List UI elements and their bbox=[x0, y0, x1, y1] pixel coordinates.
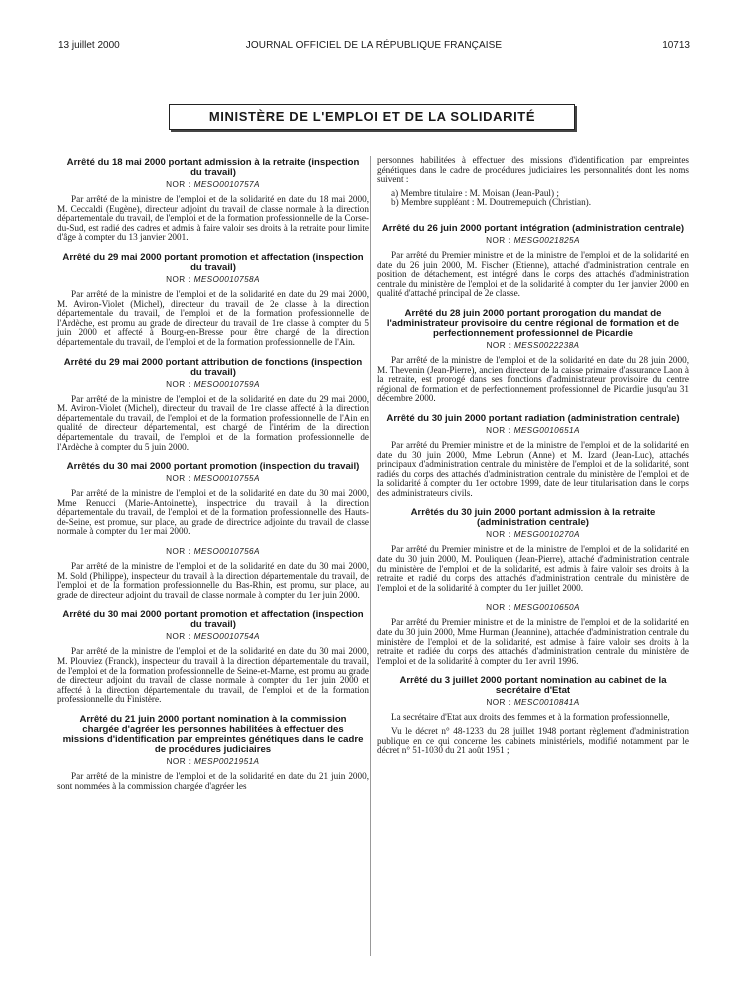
arrete-title: Arrêté du 29 mai 2000 portant attribution de fonctions (inspection du travail) bbox=[63, 356, 363, 378]
arrete-item bbox=[377, 676, 689, 755]
nor-label: NOR : bbox=[486, 603, 511, 613]
nor-reference bbox=[377, 426, 689, 435]
nor-code: MESG0021825A bbox=[513, 235, 580, 245]
arrete-text: Par arrêté du Premier ministre et de la ministre de l'emploi et de la solidarité en date du 30 juin 2000, M. Pouliquen (Jean-Pierre), attaché d'administration centrale du ministère de l'emploi et de la solidarité, est admis à faire valoir ses droits à la retraite et radié du corps des attachés d'administration centrale du ministère de l'emploi et de la solidarité à compter du 1er juillet 2000. bbox=[377, 544, 689, 593]
nor-code: MESC0010841A bbox=[513, 698, 580, 708]
arrete-item bbox=[377, 156, 689, 208]
nor-code: MESG0010650A bbox=[513, 603, 580, 613]
nor-label: NOR : bbox=[166, 474, 191, 484]
nor-reference bbox=[57, 757, 369, 766]
member-substitute: b) Membre suppléant : M. Doutremepuich (Christian). bbox=[391, 197, 592, 208]
arrete-title: Arrêté du 21 juin 2000 portant nomination à la commission chargée d'agréer les personnes habilitées à effectuer des missions d'identification par empreintes génétiques dans le cadre de procédures judiciaires bbox=[62, 714, 364, 755]
nor-code: MESO0010759A bbox=[193, 379, 260, 389]
arrete-title: Arrêté du 28 juin 2000 portant prorogation du mandat de l'administrateur provisoire du centre régional de formation et de perfectionnement professionnel de Picardie bbox=[386, 307, 680, 339]
nor-reference bbox=[57, 632, 369, 641]
nor-code: MESG0010270A bbox=[513, 530, 580, 540]
nor-code: MESO0010754A bbox=[193, 632, 260, 642]
arrete-item bbox=[57, 462, 369, 600]
nor-reference bbox=[57, 474, 369, 483]
nor-label: NOR : bbox=[166, 274, 191, 284]
nor-code: MESO0010756A bbox=[193, 547, 260, 557]
arrete-item bbox=[377, 508, 689, 666]
arrete-item bbox=[377, 414, 689, 499]
arrete-title: Arrêté du 30 juin 2000 portant radiation (administration centrale) bbox=[386, 412, 680, 424]
arrete-title: Arrêté du 30 mai 2000 portant promotion et affectation (inspection du travail) bbox=[62, 609, 364, 631]
arrete-text: Par arrêté de la ministre de l'emploi et de la solidarité en date du 28 juin 2000, M. Thevenin (Jean-Pierre), ancien directeur de la caisse primaire d'assurance Laon à la retraite, est prorogé dans ses fonctions d'administrateur provisoire du centre régional de formation et de perfectionnement professionnel de Picardie jusqu'au 31 décembre 2000. bbox=[377, 354, 689, 404]
arrete-item bbox=[57, 610, 369, 705]
arrete-text: Par arrêté du Premier ministre et de la ministre de l'emploi et de la solidarité en date du 30 juin 2000, Mme Lebrun (Anne) et M. Izard (Jean-Luc), attachés principaux d'administration centrale du ministère de l'emploi et de la solidarité, sont radiés du corps des attachés d'administration centrale du ministère de l'emploi et de la solidarité à compter du 1er octobre 1999, date de leur titularisation dans le corps des administrateurs civils. bbox=[377, 439, 689, 498]
arrete-item bbox=[57, 358, 369, 453]
nor-reference bbox=[377, 530, 689, 539]
arrete-item bbox=[57, 715, 369, 791]
nor-code: MESS0022238A bbox=[514, 340, 580, 350]
nor-label: NOR : bbox=[486, 235, 511, 245]
nor-reference bbox=[377, 236, 689, 245]
page-header bbox=[58, 40, 690, 54]
nor-label: NOR : bbox=[486, 530, 511, 540]
arrete-text: Par arrêté du Premier ministre et de la ministre de l'emploi et de la solidarité en date du 30 juin 2000, Mme Hurman (Jeannine), attachée d'administration centrale du ministère de l'emploi et de la solidarité, est admise à faire valoir ses droits à la retraite et radiée du corps des attachés d'administration centrale du ministère de l'emploi et de la solidarité à compter du 1er avril 1996. bbox=[377, 617, 689, 666]
member-titular: a) Membre titulaire : M. Moisan (Jean-Paul) ; bbox=[391, 187, 559, 198]
arrete-title: Arrêtés du 30 mai 2000 portant promotion (inspection du travail) bbox=[66, 461, 360, 473]
nor-reference bbox=[57, 547, 369, 556]
arrete-item bbox=[57, 253, 369, 348]
nor-code: MESP0021951A bbox=[194, 757, 260, 766]
arrete-text: Par arrêté de la ministre de l'emploi et de la solidarité en date du 30 mai 2000, M. Plouviez (Franck), inspecteur du travail à la direction départementale du travail, de l'emploi et de la formation professionnelle de Seine-et-Marne, est promu au grade de directeur adjoint du travail de classe normale à compter du 1er juin 2000 et affecté à la direction départementale du travail, de l'emploi et de la formation professionnelle du Finistère. bbox=[57, 646, 369, 705]
nor-label: NOR : bbox=[486, 340, 512, 350]
arrete-item bbox=[377, 224, 689, 299]
nor-label: NOR : bbox=[166, 547, 191, 557]
header-journal-title: JOURNAL OFFICIEL DE LA RÉPUBLIQUE FRANÇAISE bbox=[245, 40, 503, 51]
arrete-title: Arrêté du 29 mai 2000 portant promotion et affectation (inspection du travail) bbox=[62, 251, 364, 273]
arrete-text: Par arrêté de la ministre de l'emploi et de la solidarité en date du 30 mai 2000, M. Sold (Philippe), inspecteur du travail à la direction départementale du travail, de l'emploi et de la formation professionnelle du Bas-Rhin, est promu, sur place, au grade de directeur adjoint du travail de classe normale à compter du 1er juin 2000. bbox=[57, 561, 369, 600]
nor-reference bbox=[57, 380, 369, 389]
nor-label: NOR : bbox=[486, 425, 511, 435]
arrete-text: Par arrêté de la ministre de l'emploi et de la solidarité en date du 29 mai 2000, M. Aviron-Violet (Michel), directeur du travail de 1re classe affecté à la direction départementale du travail, de l'emploi et de la formation professionnelle de l'Ain en qualité de directeur départemental, est chargé de l'intérim de la direction départementale du travail, de l'emploi et de la formation professionnelle de l'Ardèche à compter du 5 juin 2000. bbox=[57, 393, 369, 452]
arrete-text: La secrétaire d'Etat aux droits des femmes et à la formation professionnelle, bbox=[391, 712, 670, 723]
nor-code: MESO0010758A bbox=[193, 274, 260, 284]
nor-reference bbox=[377, 603, 689, 612]
arrete-text: Par arrêté du Premier ministre et de la ministre de l'emploi et de la solidarité en date du 26 juin 2000, M. Fischer (Etienne), attaché d'administration centrale en position de détachement, est intégré dans le corps des attachés d'administration centrale du ministère de l'emploi et de la solidarité à compter du 1er janvier 2000 en qualité d'attaché principal de 2e classe. bbox=[377, 249, 689, 299]
nor-label: NOR : bbox=[166, 180, 191, 189]
nor-label: NOR : bbox=[486, 698, 512, 708]
left-column bbox=[57, 158, 369, 801]
nor-reference bbox=[377, 341, 689, 350]
arrete-item bbox=[377, 309, 689, 404]
nor-code: MESO0010755A bbox=[193, 474, 260, 484]
nor-label: NOR : bbox=[166, 379, 191, 389]
nor-code: MESO0010757A bbox=[193, 180, 260, 189]
arrete-text: Vu le décret n° 48-1233 du 28 juillet 1948 portant règlement d'administration publique en ce qui concerne les cabinets ministériels, modifié notamment par le décret n° 51-1030 du 21 août 1951 ; bbox=[377, 726, 689, 756]
header-page-number: 10713 bbox=[662, 40, 690, 51]
nor-reference bbox=[57, 275, 369, 284]
arrete-title: Arrêté du 26 juin 2000 portant intégration (administration centrale) bbox=[381, 222, 685, 234]
nor-reference bbox=[57, 180, 369, 189]
arrete-text: Par arrêté de la ministre de l'emploi et de la solidarité en date du 18 mai 2000, M. Ceccaldi (Eugène), directeur adjoint du travail de classe normale à la direction départementale du travail, de l'emploi et de la formation professionnelle de la Corse-du-Sud, est radié des cadres et admis à faire valoir ses droits à la retraite pour limite d'âge à compter du 13 janvier 2001. bbox=[57, 194, 369, 243]
nor-code: MESG0010651A bbox=[513, 425, 580, 435]
nor-reference bbox=[377, 698, 689, 707]
arrete-text: Par arrêté de la ministre de l'emploi et de la solidarité en date du 30 mai 2000, Mme Renucci (Marie-Antoinette), inspectrice du travail à la direction départementale du travail, de l'emploi et de la formation professionnelle des Hauts-de-Seine, est promue, sur place, au grade de directrice adjointe du travail de classe normale à compter du 1er mai 2000. bbox=[57, 488, 369, 537]
arrete-title: Arrêtés du 30 juin 2000 portant admission à la retraite (administration centrale) bbox=[410, 507, 656, 529]
nor-label: NOR : bbox=[166, 757, 192, 766]
nor-label: NOR : bbox=[166, 632, 191, 642]
arrete-text: Par arrêté de la ministre de l'emploi et de la solidarité en date du 29 mai 2000, M. Aviron-Violet (Michel), directeur du travail de 2e classe à la direction départementale du travail, de l'emploi et de la formation professionnelle de l'Ardèche, est promu au grade de directeur du travail de 1re classe à compter du 5 juin 2000 et affecté à Bourg-en-Bresse pour être chargé de la direction départementale du travail, de l'emploi et de la formation professionnelle de l'Ain. bbox=[57, 288, 369, 347]
header-date: 13 juillet 2000 bbox=[58, 40, 120, 51]
ministry-heading: MINISTÈRE DE L'EMPLOI ET DE LA SOLIDARITÉ bbox=[169, 104, 575, 130]
arrete-text-continued: personnes habilitées à effectuer des missions d'identification par empreintes génétiques dans le cadre de procédures judiciaires les personnalités dont les noms suivent : bbox=[377, 155, 689, 185]
arrete-item bbox=[57, 158, 369, 243]
column-divider bbox=[370, 156, 371, 956]
arrete-text: Par arrêté de la ministre de l'emploi et de la solidarité en date du 21 juin 2000, sont nommées à la commission chargée d'agréer les bbox=[57, 771, 369, 791]
arrete-title: Arrêté du 3 juillet 2000 portant nomination au cabinet de la secrétaire d'Etat bbox=[399, 675, 667, 697]
right-column bbox=[377, 156, 689, 766]
arrete-title: Arrêté du 18 mai 2000 portant admission à la retraite (inspection du travail) bbox=[66, 157, 360, 178]
